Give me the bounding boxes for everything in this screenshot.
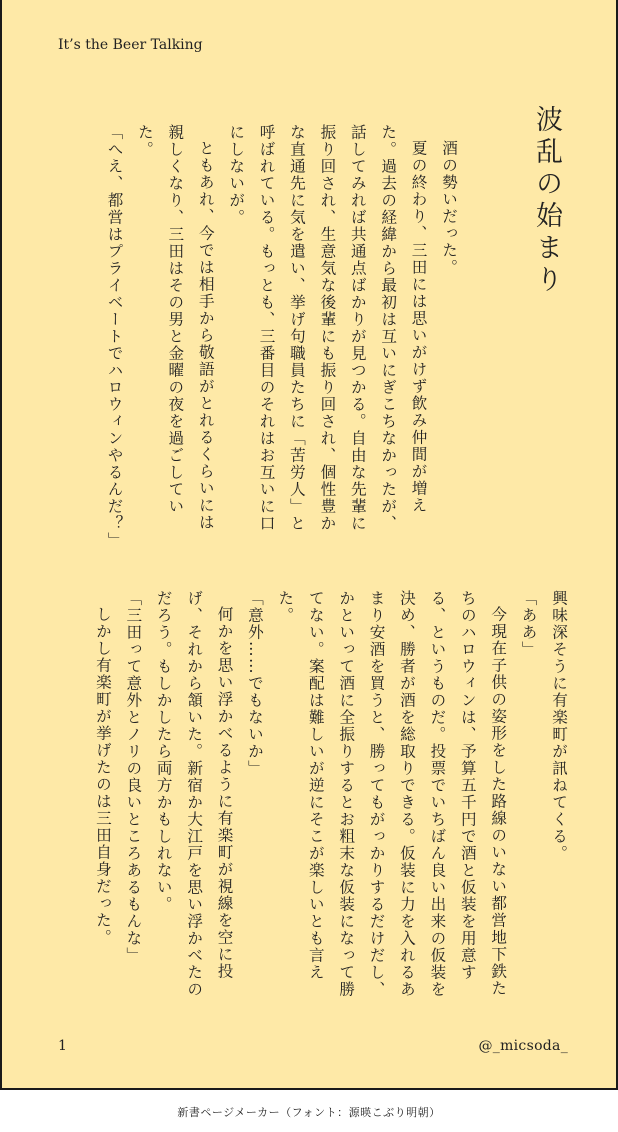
- dialogue-paragraph: 「ああ」: [519, 590, 538, 658]
- dialogue-paragraph: 「へえ、都営はプライベートでハロウィンやるんだ？」: [105, 124, 124, 549]
- paragraph: 今現在子供の姿形をした路線のいない都営地下鉄たちのハロウィンは、予算五千円で酒と仮装を用意する、というものだ。投票でいちばん良い出来の仮装を決め、勝者が酒を総取りできる。仮装に力を入れるあまり安酒を買うと、勝ってもがっかりするだけだし、かといって酒に全振りするとお粗末な仮装になって勝てない。案配は難しいが逆にそこが楽しいとも言えた。: [276, 590, 508, 998]
- generator-caption: 新書ページメーカー（フォント：源暎こぶり明朝）: [177, 1106, 441, 1119]
- running-title: It’s the Beer Talking: [58, 37, 203, 53]
- dialogue-paragraph: 「意外……でもないか」: [245, 590, 264, 777]
- body-column-bottom: [54, 590, 574, 1010]
- paragraph: 何かを思い浮かべるように有楽町が視線を空に投げ、それから頷いた。新宿か大江戸を思い浮かべたのだろう。もしかしたら両方かもしれない。: [154, 590, 234, 998]
- paragraph: 興味深そうに有楽町が訊ねてくる。: [550, 590, 568, 862]
- paragraph: 酒の勢いだった。: [440, 139, 458, 276]
- paragraph: ともあれ、今では相手から敬語がとれるくらいには親しくなり、三田はその男と金曜の夜を過ごしていた。: [135, 124, 215, 531]
- dialogue-paragraph: 「三田って意外とノリの良いところあるもんな」: [124, 590, 143, 964]
- paragraph: 夏の終わり、三田には思いがけず飲み仲間が増えた。過去の経緯から最初は互いにぎこちなかったが、話してみれば共通点ばかりが見つかる。自由な先輩に振り回され、生意気な後輩にも振り回され、個性豊かな直通先に気を遣い、挙げ句職員たちに「苦労人」と呼ばれている。もっとも、三番目のそれはお互いに口にしないが。: [227, 124, 428, 532]
- page-number: 1: [58, 1038, 67, 1054]
- author-handle: @_micsoda_: [478, 1038, 568, 1054]
- paragraph: しかし有楽町が挙げたのは三田自身だった。: [93, 605, 112, 946]
- chapter-title: 波乱の始まり: [531, 105, 562, 297]
- body-column-top: [76, 124, 464, 549]
